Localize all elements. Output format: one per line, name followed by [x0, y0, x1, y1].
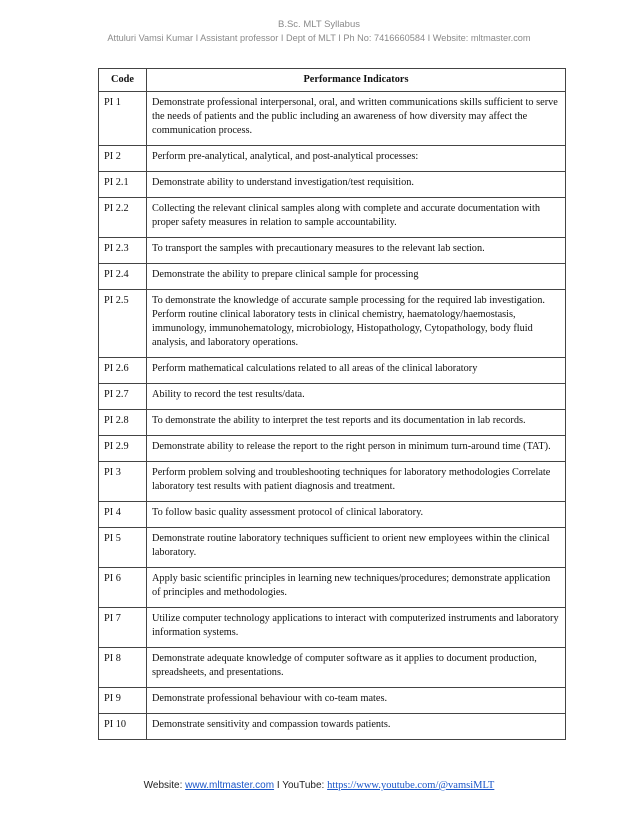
cell-indicator: Collecting the relevant clinical samples along with complete and accurate documentation with proper safety measures in relation to sample accountability. [147, 198, 566, 238]
table-header-row [99, 69, 566, 92]
column-header-indicators: Performance Indicators [147, 69, 566, 92]
cell-indicator: Utilize computer technology applications to interact with computerized instruments and laboratory information systems. [147, 608, 566, 648]
table-row [99, 384, 566, 410]
cell-code: PI 2.8 [99, 410, 147, 436]
header-title: B.Sc. MLT Syllabus [277, 19, 360, 30]
cell-code: PI 2.5 [99, 290, 147, 358]
table-row [99, 528, 566, 568]
cell-code: PI 2.2 [99, 198, 147, 238]
table-body [99, 92, 566, 740]
table-row [99, 172, 566, 198]
cell-code: PI 9 [99, 688, 147, 714]
cell-code: PI 6 [99, 568, 147, 608]
table-row [99, 688, 566, 714]
table-row [99, 198, 566, 238]
cell-code: PI 2 [99, 146, 147, 172]
table-row [99, 568, 566, 608]
cell-code: PI 7 [99, 608, 147, 648]
table-row [99, 92, 566, 146]
cell-indicator: To demonstrate the knowledge of accurate sample processing for the required lab investigation. Perform routine clinical laboratory tests in clinical chemistry, haematology/haemostasis, immunology, immunohematology, microbiology, Histopathology, Cytopathology, body fluid analysis, and laboratory operations. [147, 290, 566, 358]
table-row [99, 146, 566, 172]
cell-code: PI 1 [99, 92, 147, 146]
footer-website-label: Website: [143, 780, 186, 791]
cell-code: PI 3 [99, 462, 147, 502]
cell-indicator: To transport the samples with precautionary measures to the relevant lab section. [147, 238, 566, 264]
table-row [99, 436, 566, 462]
table-row [99, 264, 566, 290]
cell-indicator: Perform mathematical calculations related to all areas of the clinical laboratory [147, 358, 566, 384]
cell-code: PI 10 [99, 714, 147, 740]
cell-code: PI 2.7 [99, 384, 147, 410]
cell-code: PI 2.4 [99, 264, 147, 290]
table-row [99, 290, 566, 358]
cell-indicator: Demonstrate routine laboratory techniques sufficient to orient new employees within the clinical laboratory. [147, 528, 566, 568]
cell-indicator: Demonstrate professional interpersonal, oral, and written communications skills sufficient to serve the needs of patients and the public including an awareness of how diversity may affect the communication process. [147, 92, 566, 146]
footer-website-link[interactable]: www.mltmaster.com [185, 780, 275, 791]
table-row [99, 648, 566, 688]
cell-indicator: Demonstrate professional behaviour with co-team mates. [147, 688, 566, 714]
cell-code: PI 2.3 [99, 238, 147, 264]
cell-indicator: To follow basic quality assessment protocol of clinical laboratory. [147, 502, 566, 528]
table-row [99, 462, 566, 502]
cell-code: PI 2.9 [99, 436, 147, 462]
cell-code: PI 2.1 [99, 172, 147, 198]
cell-indicator: Demonstrate ability to understand investigation/test requisition. [147, 172, 566, 198]
cell-indicator: Demonstrate ability to release the report to the right person in minimum turn-around time (TAT). [147, 436, 566, 462]
cell-indicator: Demonstrate sensitivity and compassion towards patients. [147, 714, 566, 740]
cell-indicator: Demonstrate adequate knowledge of computer software as it applies to document production, spreadsheets, and presentations. [147, 648, 566, 688]
cell-indicator: Apply basic scientific principles in learning new techniques/procedures; demonstrate application of principles and methodologies. [147, 568, 566, 608]
table-row [99, 608, 566, 648]
cell-indicator: Perform problem solving and troubleshooting techniques for laboratory methodologies Correlate laboratory test results with patient diagnosis and treatment. [147, 462, 566, 502]
table-row [99, 410, 566, 436]
table-row [99, 358, 566, 384]
footer [0, 780, 638, 791]
header-subtitle: Attuluri Vamsi Kumar I Assistant professor I Dept of MLT I Ph No: 7416660584 I Website: mltmaster.com [107, 33, 531, 43]
column-header-code: Code [99, 69, 147, 92]
cell-indicator: To demonstrate the ability to interpret the test reports and its documentation in lab records. [147, 410, 566, 436]
performance-indicators-table [98, 68, 566, 740]
table-row [99, 502, 566, 528]
cell-code: PI 8 [99, 648, 147, 688]
table-row [99, 714, 566, 740]
cell-indicator: Perform pre-analytical, analytical, and post-analytical processes: [147, 146, 566, 172]
footer-youtube-link[interactable]: https://www.youtube.com/@vamsiMLT [327, 780, 495, 791]
cell-code: PI 5 [99, 528, 147, 568]
table-row [99, 238, 566, 264]
cell-indicator: Ability to record the test results/data. [147, 384, 566, 410]
cell-indicator: Demonstrate the ability to prepare clinical sample for processing [147, 264, 566, 290]
cell-code: PI 4 [99, 502, 147, 528]
cell-code: PI 2.6 [99, 358, 147, 384]
footer-separator: I YouTube: [274, 780, 328, 791]
